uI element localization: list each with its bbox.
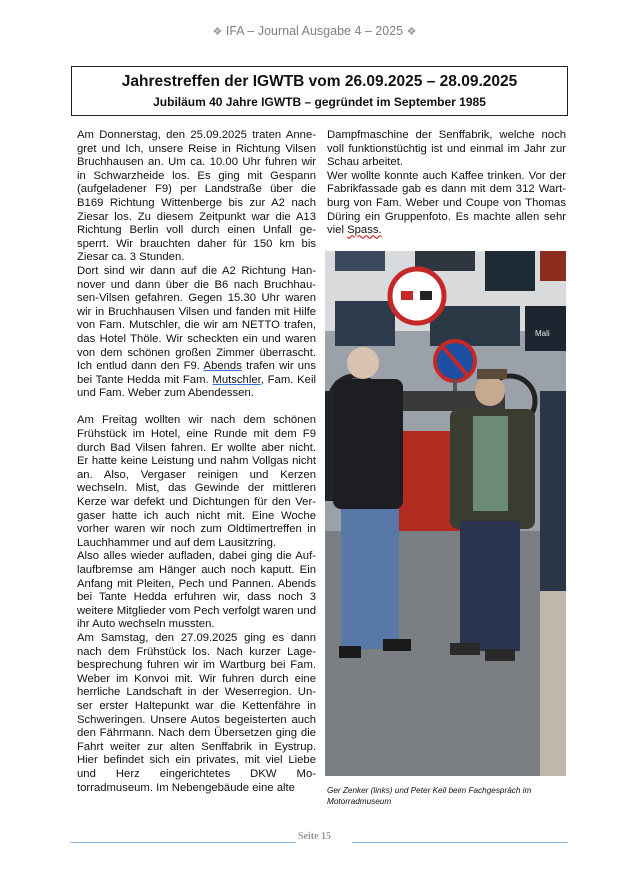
- right-column: [327, 129, 566, 238]
- museum-photo: [325, 251, 566, 776]
- page-number: Seite 15: [297, 831, 332, 842]
- spellcheck-word: Mutschler: [212, 373, 261, 386]
- photo-illustration: [325, 251, 566, 776]
- paragraph: Am Donnerstag, den 25.09.2025 traten Anne-gret und Ich, unsere Reise in Richtung Vilsen Bruchhausen an. Um ca. 10.00 Uhr fuhren wir in Schwarzheide los. Es ging mit Gespann (aufgeladener F9) per Landstraße über die B169 Richtung Wittenberge bis zur A2 nach Ziesar los. Zu diesem Zeitpunkt war die A13 Richtung Berlin voll durch einen Unfall ge-sperrt. Wir brauchten daher für 150 km bis Ziesar ca. 3 Stunden.: [77, 129, 316, 264]
- spellcheck-word: Spass.: [347, 224, 382, 237]
- article-title: Jahrestreffen der IGWTB vom 26.09.2025 – 28.09.2025: [121, 73, 518, 90]
- paragraph: Dort sind wir dann auf die A2 Richtung Han-nover und dann über die B6 nach Bruchhau-sen-Vilsen gefahren. Gegen 15.30 Uhr waren wir in Bruchhausen Vilsen und fanden mit Hilfe von Fam. Mutschler, die wir am NETTO trafen, das Hotel Thöle. Wir scheckten ein und waren von dem schönen großen Zimmer überrascht. Ich entlud dann den F9. Abends trafen wir uns bei Tante Hedda mit Fam. Mutschler, Fam. Keil und Fam. Weber zum Abendessen.: [77, 264, 316, 400]
- footer-rule-right: [352, 842, 568, 843]
- no-overtaking-sign: [390, 269, 444, 323]
- article-subtitle: Jubiläum 40 Jahre IGWTB – gegründet im September 1985: [153, 95, 486, 109]
- article-title-box: [71, 66, 568, 116]
- diamond-icon: ❖: [406, 26, 417, 38]
- spellcheck-word: Abends: [203, 360, 242, 373]
- photo-caption: Ger Zenker (links) und Peter Keil beim Fachgespräch im Motorradmuseum: [327, 786, 532, 806]
- paragraph: Also alles wieder aufladen, dabei ging die Auf-laufbremse am Hänger auch noch kaputt. Ein Anfang mit Pleiten, Pech und Pannen. Abends bei Tante Hedda erfuhren wir, dass noch 3 weitere Mitglieder vom Pech verfolgt waren und ihr Auto wechseln mussten.: [77, 550, 316, 631]
- paragraph: Am Samstag, den 27.09.2025 ging es dann nach dem Frühstück los. Nach kurzer Lage-besprechung fuhren wir im Wartburg bei Fam. Weber im Konvoi mit. Wir fuhren durch eine herrliche Landschaft in der Weserregion. Un-ser erster Haltepunkt war die Kettenfähre in Schweringen. Unsere Autos begeisterten auch den Fährmann. Nach dem Übersetzen ging die Fahrt weiter zur alten Senffabrik in Eystrup. Hier befindet sich ein privates, mit viel Liebe und Herz eingerichtetes DKW Mo-torradmuseum. Im Nebengebäude eine alte: [77, 631, 316, 794]
- footer-rule-left: [71, 842, 296, 843]
- diamond-icon: ❖: [212, 26, 223, 38]
- paragraph: Am Freitag wollten wir nach dem schönen Frühstück im Hotel, eine Runde mit dem F9 durch Bad Vilsen fahren. Er wollte aber nicht. Er hatte keine Leistung und nahm Vollgas nicht an. Also, Vergaser reinigen und Kerzen wechseln. Mist, das Gewinde der mittleren Kerze war defekt und Dichtungen für den Ver-gaser hatte ich auch nicht mit. Eine Woche vorher waren wir noch zum Oldtimertreffen in Lauchhammer und auf dem Lausitzring.: [77, 414, 316, 549]
- paragraph: Dampfmaschine der Senffabrik, welche noch voll funktionstüchtig ist und einmal im Jahr zur Schau arbeitet.: [327, 129, 566, 169]
- paragraph: Wer wollte konnte auch Kaffee trinken. Vor der Fabrikfassade gab es dann mit dem 312 Wart-burg von Fam. Weber und Coupe von Thomas Düring ein Gruppenfoto. Es machte allen sehr viel Spass.: [327, 169, 566, 237]
- left-column: [77, 129, 316, 795]
- journal-header: [0, 24, 629, 38]
- header-text: IFA – Journal Ausgabe 4 – 2025: [225, 24, 404, 38]
- sign-text: Mali: [535, 329, 550, 338]
